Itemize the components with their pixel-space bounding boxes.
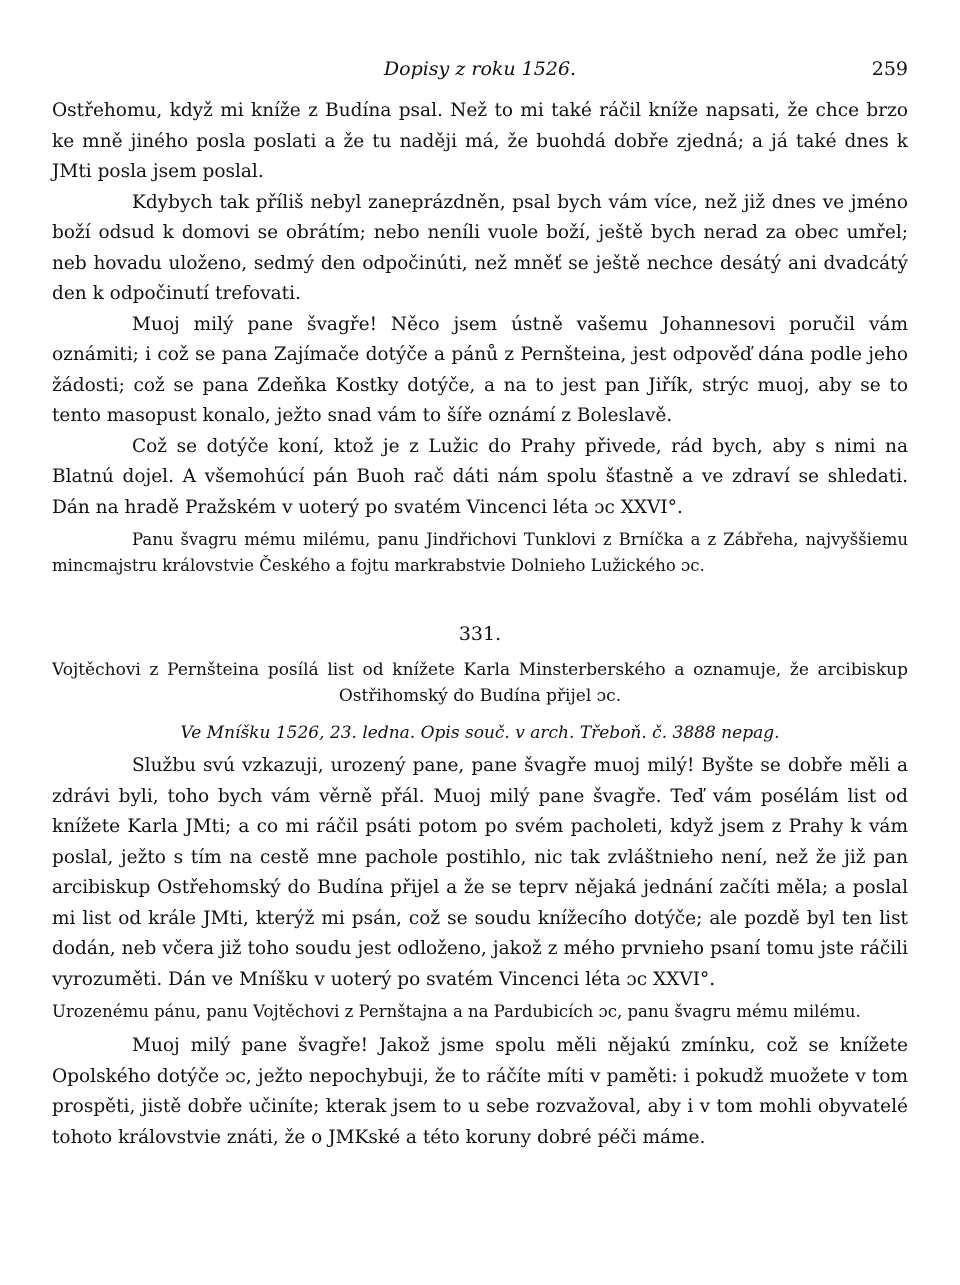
letter-paragraph: Službu svú vzkazuji, urozený pane, pane švagře muoj milý! Byšte se dobře měli a zdrávi byli, toho bych vám věrně přál. Muoj milý pane švagře. Teď vám posélám list od knížete Karla JMti; a co mi ráčil psáti potom po svém pacholeti, když jsem z Prahy k vám poslal, ježto s tím na cestě mne pachole postihlo, nic tak zvláštnieho není, než že již pan arcibiskup Ostřehomský do Budína přijel a že se teprv nějaká jednání začíti měla; a poslal mi list od krále JMti, kterýž mi psán, což se soudu knížecího dotýče; ale pozdě byl ten list dodán, neb včera již toho soudu jest odloženo, jakož z mého prvnieho psaní tomu jste ráčili vyrozuměti. Dán ve Mníšku v uoterý po svatém Vincenci léta ɔc XXVI°. (52, 755, 908, 990)
letter-paragraph: Což se dotýče koní, ktož je z Lužic do Prahy přivede, rád bych, aby s nimi na Blatnú dojel. A všemohúcí pán Buoh rač dáti nám spolu šťastně a ve zdraví se shledati. Dán na hradě Pražském v uoterý po svatém Vincenci léta ɔc XXVI°. (52, 435, 908, 518)
document-number: 331. (458, 623, 502, 645)
letter-paragraph: Muoj milý pane švagře! Něco jsem ústně vašemu Johannesovi poručil vám oznámiti; i což se pana Zajímače dotýče a pánů z Pernšteina, jest odpověď dána podle jeho žádosti; což se pana Zdeňka Kostky dotýče, a na to jest pan Jiřík, strýc muoj, aby se to tento masopust konalo, ježto snad vám to šíře oznámí z Boleslavě. (52, 313, 908, 426)
page-number: 259 (871, 58, 908, 80)
document-page (52, 52, 908, 1153)
page-header (52, 52, 908, 86)
letter-paragraph: Ostřehomu, když mi kníže z Budína psal. Než to mi také ráčil kníže napsati, že chce brzo ke mně jiného posla poslati a že tu naději má, že buohdá dobře zjedná; a já také dnes k JMti posla jsem poslal. (52, 100, 908, 182)
letter-paragraph: Muoj milý pane švagře! Jakož jsme spolu měli nějakú zmínku, což se knížete Opolského dotýče ɔc, ježto nepochybuji, že to ráčíte míti v paměti: i pokudž muožete v tom prospěti, jistě dobře učiníte; kterak jsem to u sebe rozvažoval, aby i v tom mohli obyvatelé tohoto královstvie znáti, že o JMKské a této koruny dobré péči máme. (52, 1035, 908, 1148)
letter-address: Panu švagru mému milému, panu Jindřichovi Tunklovi z Brníčka a z Zábřeha, najvyššiemu mincmajstru královstvie Českého a fojtu markrabstvie Dolnieho Lužického ɔc. (52, 530, 908, 575)
letter-address: Urozenému pánu, panu Vojtěchovi z Pernštajna a na Pardubicích ɔc, panu švagru mému milému. (52, 1002, 861, 1021)
document-summary: Vojtěchovi z Pernšteina posílá list od knížete Karla Minsterberského a oznamuje, že arcibiskup Ostřihomský do Budína přijel ɔc. (52, 660, 908, 706)
running-title: Dopisy z roku 1526. (383, 58, 577, 80)
document-source: Ve Mníšku 1526, 23. ledna. Opis souč. v arch. Třeboň. č. 3888 nepag. (180, 723, 780, 743)
letter-paragraph: Kdybych tak příliš nebyl zaneprázdněn, psal bych vám více, než již dnes ve jméno boží odsud k domovi se obrátím; nebo neníli vuole boží, ještě bych nerad za obec umřel; neb hovadu uloženo, sedmý den odpočinúti, než mněť se ještě nechce desátý ani dvadcátý den k odpočinutí trefovati. (52, 191, 908, 304)
